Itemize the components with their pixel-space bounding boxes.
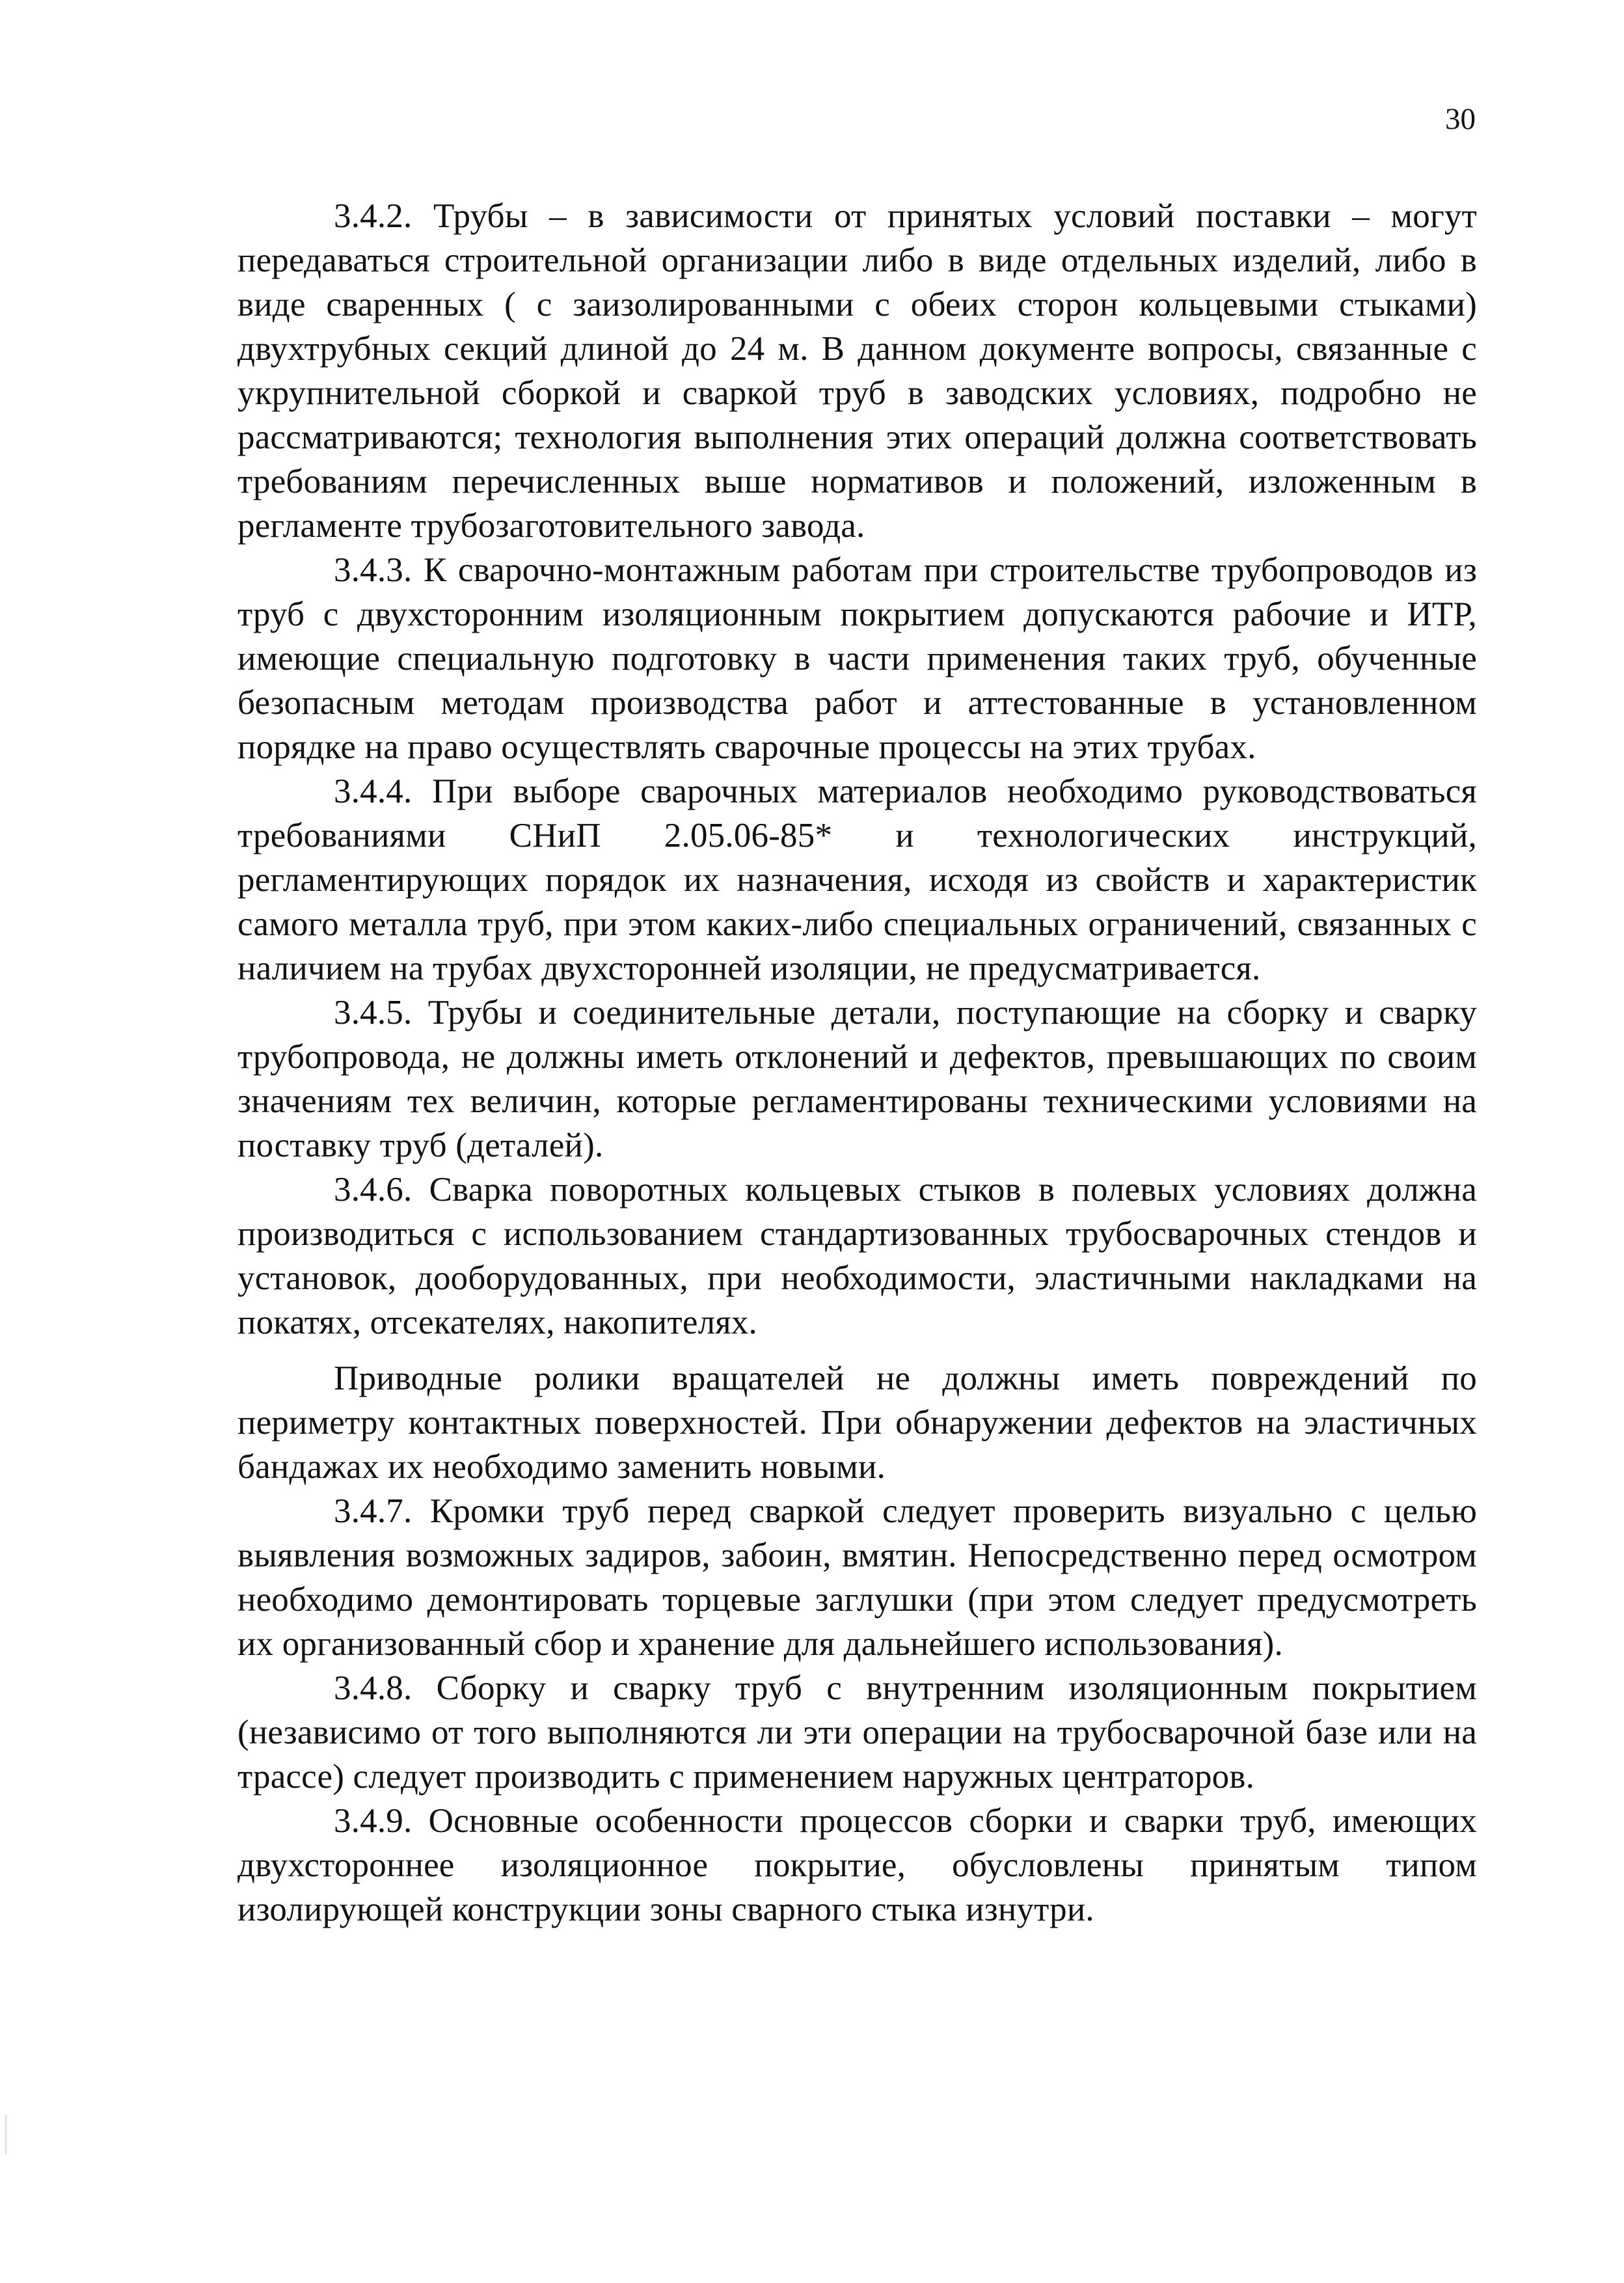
- paragraph-3-4-7: 3.4.7. Кромки труб перед сваркой следует проверить визуально с целью выявления возможных задиров, забоин, вмятин. Непосредственно перед осмотром необходимо демонтировать торцевые заглушки (при этом следует предусмотреть их организованный сбор и хранение для дальнейшего использования).: [237, 1492, 1477, 1663]
- paragraph-drive-rollers: Приводные ролики вращателей не должны иметь повреждений по периметру контактных поверхностей. При обнаружении дефектов на эластичных бандажах их необходимо заменить новыми.: [237, 1360, 1477, 1486]
- paragraph-3-4-2: 3.4.2. Трубы – в зависимости от принятых условий поставки – могут передаваться строительной организации либо в виде отдельных изделий, либо в виде сваренных ( с заизолированными с обеих сторон кольцевыми стыками) двухтрубных секций длиной до 24 м. В данном документе вопросы, связанные с укрупнительной сборкой и сваркой труб в заводских условиях, подробно не рассматриваются; технология выполнения этих операций должна соответствовать требованиям перечисленных выше нормативов и положений, изложенным в регламенте трубозаготовительного завода.: [237, 197, 1477, 545]
- scan-edge-mark: [5, 2115, 7, 2154]
- paragraph-3-4-4: 3.4.4. При выборе сварочных материалов необходимо руководствоваться требованиями СНиП 2.05.06-85* и технологических инструкций, регламентирующих порядок их назначения, исходя из свойств и характеристик самого металла труб, при этом каких-либо специальных ограничений, связанных с наличием на трубах двухсторонней изоляции, не предусматривается.: [237, 772, 1477, 987]
- body-text: [237, 194, 1477, 1932]
- paragraph-3-4-5: 3.4.5. Трубы и соединительные детали, поступающие на сборку и сварку трубопровода, не должны иметь отклонений и дефектов, превышающих по своим значениям тех величин, которые регламентированы техническими условиями на поставку труб (деталей).: [237, 994, 1477, 1164]
- paragraph-3-4-9: 3.4.9. Основные особенности процессов сборки и сварки труб, имеющих двухстороннее изоляционное покрытие, обусловлены принятым типом изолирующей конструкции зоны сварного стыка изнутри.: [237, 1802, 1477, 1928]
- paragraph-3-4-6: 3.4.6. Сварка поворотных кольцевых стыков в полевых условиях должна производиться с использованием стандартизованных трубосварочных стендов и установок, дооборудованных, при необходимости, эластичными накладками на покатях, отсекателях, накопителях.: [237, 1171, 1477, 1341]
- paragraph-3-4-8: 3.4.8. Сборку и сварку труб с внутренним изоляционным покрытием (независимо от того выполняются ли эти операции на трубосварочной базе или на трассе) следует производить с применением наружных центраторов.: [237, 1669, 1477, 1796]
- paragraph-3-4-3: 3.4.3. К сварочно-монтажным работам при строительстве трубопроводов из труб с двухсторонним изоляционным покрытием допускаются рабочие и ИТР, имеющие специальную подготовку в части применения таких труб, обученные безопасным методам производства работ и аттестованные в установленном порядке на право осуществлять сварочные процессы на этих трубах.: [237, 551, 1477, 766]
- page-number: 30: [1445, 102, 1476, 136]
